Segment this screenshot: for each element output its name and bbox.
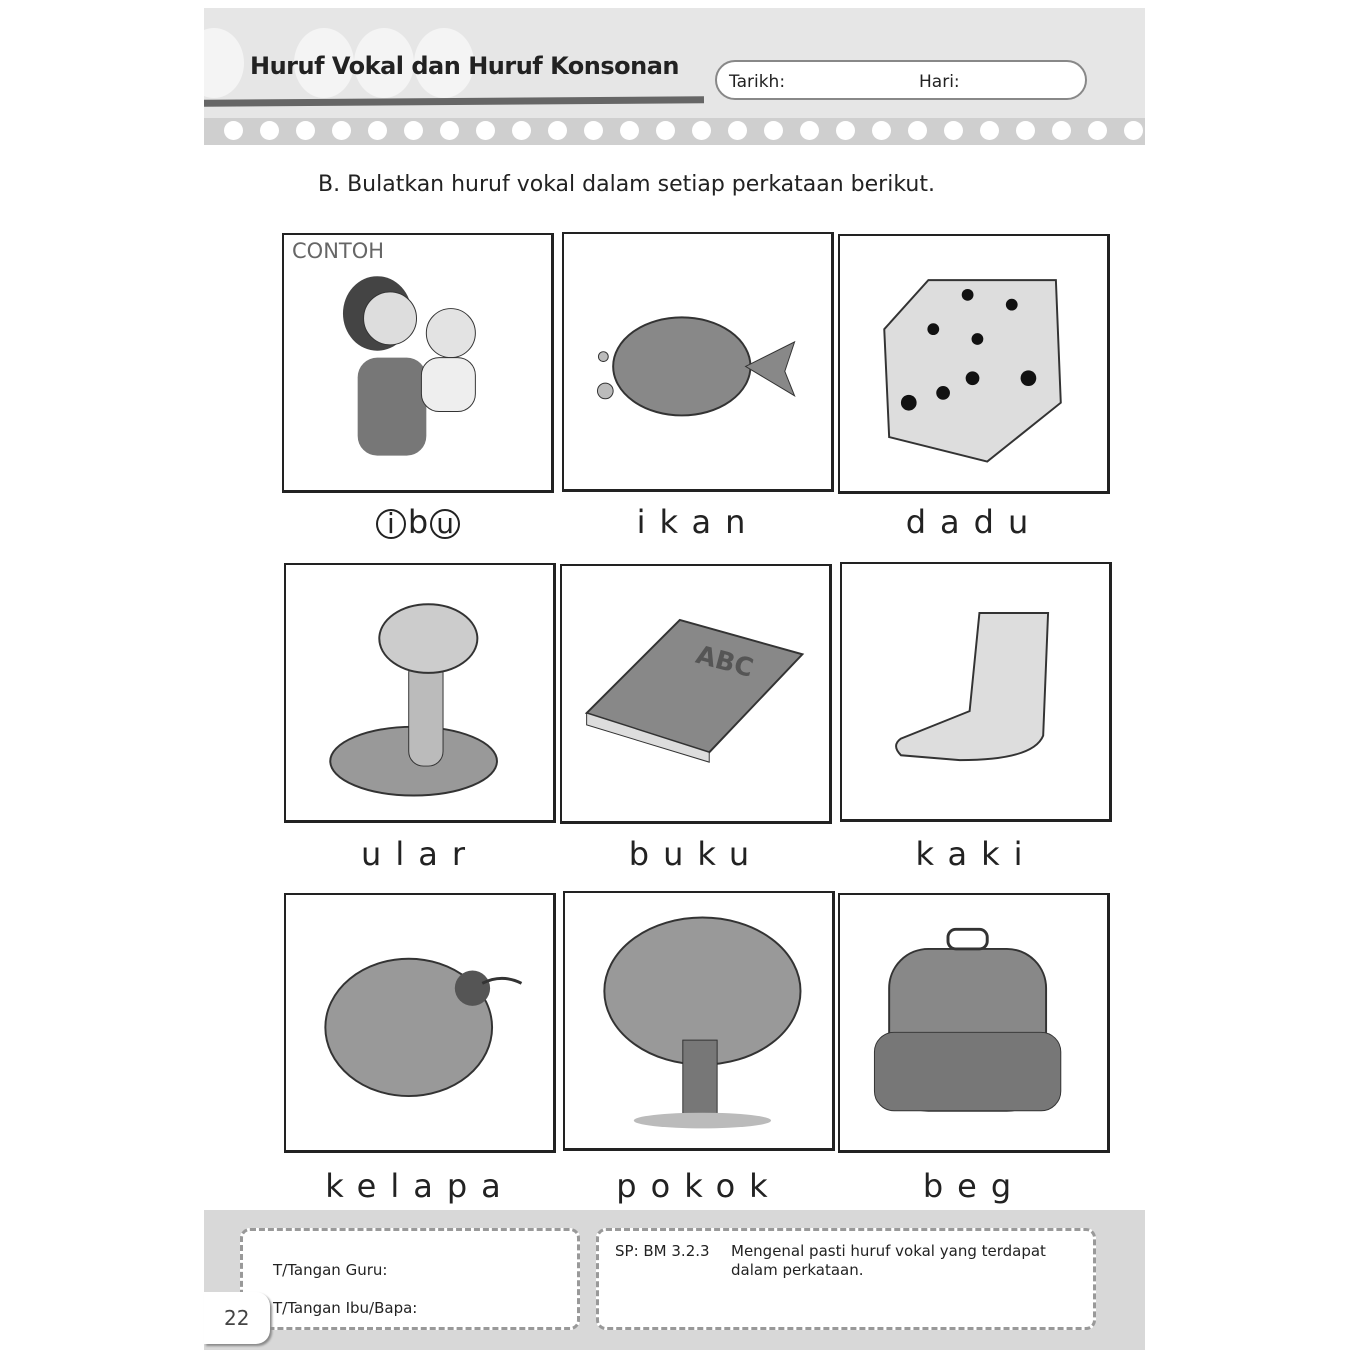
banner-dot xyxy=(656,121,675,140)
banner-dot xyxy=(440,121,459,140)
letter: b xyxy=(407,503,429,541)
banner-dot xyxy=(908,121,927,140)
banner-dot xyxy=(620,121,639,140)
picture-card-snake xyxy=(284,563,556,823)
banner-dot xyxy=(980,121,999,140)
picture-card-tree xyxy=(563,891,835,1151)
tree-illustration xyxy=(565,893,832,1148)
banner-dot xyxy=(944,121,963,140)
coconut-illustration xyxy=(286,895,553,1150)
teacher-signature-label: T/Tangan Guru: xyxy=(273,1261,388,1279)
picture-card-coconut xyxy=(284,893,556,1153)
picture-card-book xyxy=(560,564,832,824)
example-word xyxy=(282,503,554,541)
banner-dot xyxy=(260,121,279,140)
banner-dot xyxy=(872,121,891,140)
banner-dot xyxy=(404,121,423,140)
day-label: Hari: xyxy=(919,72,960,92)
banner-dot xyxy=(548,121,567,140)
word-ikan: ikan xyxy=(636,503,760,541)
page-number: 22 xyxy=(204,1292,270,1344)
circled-letter: u xyxy=(430,509,460,539)
dice-illustration xyxy=(840,236,1107,491)
sp-code: SP: BM 3.2.3 xyxy=(615,1242,710,1260)
banner-dot xyxy=(836,121,855,140)
example-card xyxy=(282,233,554,493)
word-ular: ular xyxy=(361,835,479,873)
bag-illustration xyxy=(840,895,1107,1150)
fish-illustration xyxy=(564,234,831,489)
picture-card-fish xyxy=(562,232,834,492)
example-label: CONTOH xyxy=(292,239,385,263)
banner-dot xyxy=(1052,121,1071,140)
word-pokok: pokok xyxy=(616,1167,782,1205)
banner-dot xyxy=(800,121,819,140)
word-dadu: dadu xyxy=(905,503,1043,541)
parent-signature-label: T/Tangan Ibu/Bapa: xyxy=(273,1299,418,1317)
book-illustration xyxy=(562,566,829,821)
date-label: Tarikh: xyxy=(729,72,786,92)
banner-dot xyxy=(1124,121,1143,140)
banner-dot xyxy=(368,121,387,140)
page-title: Huruf Vokal dan Huruf Konsonan xyxy=(250,52,679,80)
banner-dot xyxy=(1016,121,1035,140)
sp-description: Mengenal pasti huruf vokal yang terdapat dalam perkataan. xyxy=(731,1242,1046,1279)
word-buku: buku xyxy=(628,835,764,873)
banner-dot xyxy=(476,121,495,140)
book-cover-text: ABC xyxy=(692,639,757,684)
word-kelapa: kelapa xyxy=(325,1167,515,1205)
banner-dot xyxy=(584,121,603,140)
mother-baby-illustration xyxy=(284,235,551,490)
signature-box xyxy=(240,1228,580,1330)
instruction: B. Bulatkan huruf vokal dalam setiap perkataan berikut. xyxy=(318,172,935,197)
snake-illustration xyxy=(286,565,553,820)
circled-letter: i xyxy=(376,509,406,539)
banner-dot xyxy=(692,121,711,140)
picture-card-bag xyxy=(838,893,1110,1153)
standard-box xyxy=(596,1228,1096,1330)
banner-dot xyxy=(296,121,315,140)
picture-card-foot xyxy=(840,562,1112,822)
word-kaki: kaki xyxy=(915,835,1037,873)
banner-dot xyxy=(224,121,243,140)
banner-dot xyxy=(728,121,747,140)
date-day-box xyxy=(715,60,1087,100)
word-beg: beg xyxy=(922,1167,1026,1205)
banner-dot xyxy=(332,121,351,140)
picture-card-dice xyxy=(838,234,1110,494)
banner-dot xyxy=(512,121,531,140)
banner-dot xyxy=(764,121,783,140)
foot-illustration xyxy=(842,564,1109,819)
banner-dot xyxy=(1088,121,1107,140)
